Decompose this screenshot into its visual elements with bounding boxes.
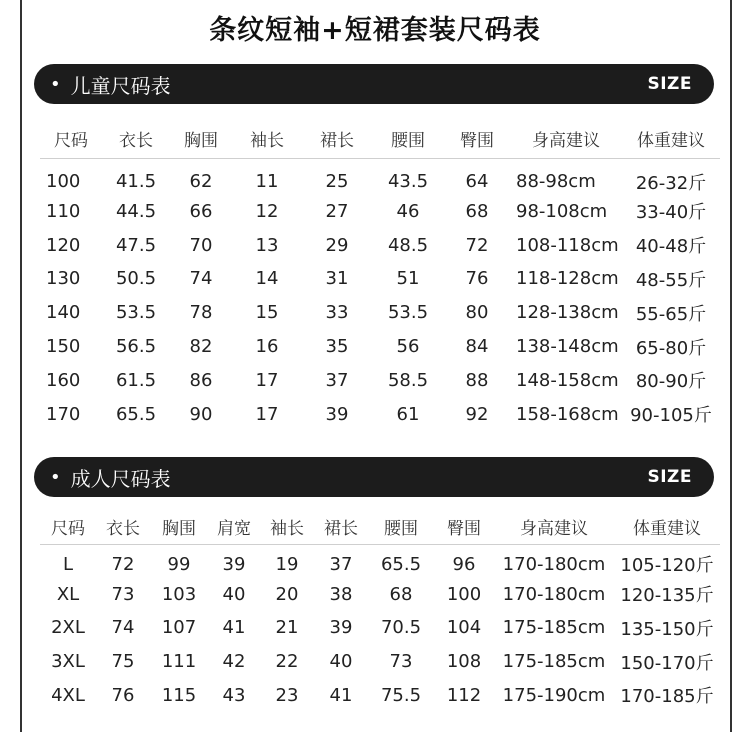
- kids-section-header: [34, 64, 714, 104]
- page-title: 条纹短袖+短裙套装尺码表: [209, 15, 541, 46]
- table-cell: 170: [46, 403, 81, 425]
- table-cell: 112: [446, 684, 482, 706]
- column-header: 身高建议: [510, 120, 622, 158]
- kids-section-label: 儿童尺码表: [70, 73, 171, 98]
- table-row: [40, 363, 720, 397]
- table-row: [40, 195, 720, 229]
- table-cell: 100: [46, 171, 81, 192]
- table-cell: 68: [389, 583, 413, 605]
- column-header: 衣长: [96, 510, 150, 544]
- column-header: 胸围: [150, 510, 208, 544]
- table-cell: 70: [189, 234, 213, 256]
- table-cell: 110: [46, 200, 81, 222]
- table-cell: 56.5: [115, 336, 157, 358]
- table-cell: 72: [465, 234, 489, 256]
- table-cell: 65-80斤: [635, 337, 707, 359]
- table-cell: 26-32斤: [635, 172, 707, 194]
- table-cell: 15: [255, 302, 279, 324]
- column-header: 裙长: [302, 120, 372, 158]
- table-row: [40, 262, 720, 296]
- table-cell: 64: [465, 171, 489, 192]
- table-cell: 61: [396, 403, 420, 425]
- table-cell: 140: [46, 302, 81, 324]
- table-cell: 73: [111, 583, 135, 605]
- bullet-icon: •: [50, 466, 61, 488]
- table-cell: 17: [255, 403, 279, 425]
- table-cell: 82: [189, 336, 213, 358]
- table-cell: 41: [222, 617, 246, 639]
- table-row: [40, 544, 720, 578]
- table-cell: 39: [325, 403, 349, 425]
- table-cell: 65.5: [115, 403, 157, 425]
- table-cell: 80-90斤: [635, 371, 707, 393]
- column-header: 袖长: [232, 120, 302, 158]
- table-cell: 90: [189, 403, 213, 425]
- column-header: 尺码: [40, 120, 102, 158]
- table-cell: 74: [189, 268, 213, 290]
- table-cell: 40-48斤: [635, 236, 707, 258]
- size-tag: SIZE: [647, 467, 692, 487]
- table-cell: 42: [222, 651, 246, 673]
- table-cell: 104: [446, 617, 482, 639]
- table-cell: 2XL: [51, 617, 85, 639]
- table-row: [40, 330, 720, 364]
- column-header: 腰围: [368, 510, 434, 544]
- table-cell: 68: [465, 200, 489, 222]
- table-cell: 170-180cm: [502, 583, 606, 605]
- table-cell: 20: [275, 583, 299, 605]
- table-cell: 39: [329, 617, 353, 639]
- table-cell: 25: [325, 171, 349, 192]
- table-cell: 135-150斤: [620, 618, 714, 640]
- table-cell: 41: [329, 684, 353, 706]
- column-header: 体重建议: [622, 120, 720, 158]
- table-cell: 62: [189, 171, 213, 192]
- table-row: [40, 296, 720, 330]
- table-cell: 65.5: [380, 553, 422, 575]
- table-cell: 31: [325, 268, 349, 290]
- table-cell: 88-98cm: [516, 171, 596, 192]
- table-cell: L: [62, 553, 74, 575]
- table-cell: 70.5: [380, 617, 422, 639]
- table-row: [40, 645, 720, 679]
- table-cell: 175-185cm: [502, 651, 606, 673]
- table-cell: 66: [189, 200, 213, 222]
- table-cell: 13: [255, 234, 279, 256]
- size-tag: SIZE: [647, 74, 692, 94]
- adult-section-header: [34, 457, 714, 497]
- table-cell: 92: [465, 403, 489, 425]
- table-cell: 38: [329, 583, 353, 605]
- table-cell: 86: [189, 369, 213, 391]
- table-cell: 160: [46, 369, 81, 391]
- table-cell: 23: [275, 684, 299, 706]
- table-cell: 72: [111, 553, 135, 575]
- table-cell: 98-108cm: [516, 200, 608, 222]
- table-cell: 21: [275, 617, 299, 639]
- table-cell: 33: [325, 302, 349, 324]
- table-cell: 107: [161, 617, 197, 639]
- table-cell: 39: [222, 553, 246, 575]
- column-header: 胸围: [170, 120, 232, 158]
- table-cell: 43.5: [387, 171, 429, 192]
- column-header: 裙长: [314, 510, 368, 544]
- table-cell: 108-118cm: [516, 234, 619, 256]
- table-cell: 175-190cm: [502, 684, 606, 706]
- table-cell: 43: [222, 684, 246, 706]
- table-cell: 53.5: [115, 302, 157, 324]
- adult-size-table: [40, 510, 720, 712]
- table-cell: 47.5: [115, 234, 157, 256]
- table-cell: 22: [275, 651, 299, 673]
- table-cell: 130: [46, 268, 81, 290]
- table-cell: 55-65斤: [635, 303, 707, 325]
- table-cell: 158-168cm: [516, 403, 619, 425]
- table-cell: 37: [325, 369, 349, 391]
- table-cell: 90-105斤: [630, 405, 712, 427]
- table-row: [40, 228, 720, 262]
- table-cell: 73: [389, 651, 413, 673]
- table-cell: 16: [255, 336, 279, 358]
- table-cell: 74: [111, 617, 135, 639]
- table-cell: 51: [396, 268, 420, 290]
- column-header: 尺码: [40, 510, 96, 544]
- table-cell: 37: [329, 553, 353, 575]
- table-cell: 100: [446, 583, 482, 605]
- table-cell: 170-180cm: [502, 553, 606, 575]
- table-cell: 118-128cm: [516, 268, 619, 290]
- table-cell: 58.5: [387, 369, 429, 391]
- table-cell: 96: [452, 553, 476, 575]
- column-header: 肩宽: [208, 510, 260, 544]
- table-cell: 115: [161, 684, 197, 706]
- table-cell: 78: [189, 302, 213, 324]
- table-cell: XL: [56, 583, 80, 605]
- table-cell: 17: [255, 369, 279, 391]
- table-cell: 27: [325, 200, 349, 222]
- table-cell: 150: [46, 336, 81, 358]
- table-cell: 48-55斤: [635, 269, 707, 291]
- table-cell: 19: [275, 553, 299, 575]
- table-cell: 75: [111, 651, 135, 673]
- bullet-icon: •: [50, 73, 61, 95]
- table-cell: 12: [255, 200, 279, 222]
- column-header: 臀围: [444, 120, 510, 158]
- table-row: [40, 678, 720, 712]
- table-cell: 84: [465, 336, 489, 358]
- table-cell: 41.5: [115, 171, 157, 192]
- table-row: [40, 158, 720, 195]
- table-cell: 105-120斤: [620, 555, 714, 577]
- table-cell: 56: [396, 336, 420, 358]
- table-header-row: [40, 510, 720, 544]
- table-cell: 148-158cm: [516, 369, 619, 391]
- table-cell: 11: [255, 171, 279, 192]
- table-cell: 61.5: [115, 369, 157, 391]
- table-cell: 111: [161, 651, 197, 673]
- column-header: 身高建议: [494, 510, 614, 544]
- adult-section-label: 成人尺码表: [70, 466, 171, 491]
- table-cell: 76: [111, 684, 135, 706]
- column-header: 臀围: [434, 510, 494, 544]
- table-cell: 29: [325, 234, 349, 256]
- column-header: 体重建议: [614, 510, 720, 544]
- table-cell: 175-185cm: [502, 617, 606, 639]
- table-cell: 3XL: [51, 651, 85, 673]
- table-cell: 53.5: [387, 302, 429, 324]
- table-cell: 128-138cm: [516, 302, 619, 324]
- table-cell: 150-170斤: [620, 652, 714, 674]
- table-cell: 88: [465, 369, 489, 391]
- table-cell: 170-185斤: [620, 686, 714, 708]
- table-header-row: [40, 120, 720, 158]
- table-cell: 14: [255, 268, 279, 290]
- table-cell: 120: [46, 234, 81, 256]
- table-cell: 46: [396, 200, 420, 222]
- table-cell: 103: [161, 583, 197, 605]
- table-cell: 48.5: [387, 234, 429, 256]
- table-cell: 99: [167, 553, 191, 575]
- table-cell: 40: [222, 583, 246, 605]
- table-cell: 40: [329, 651, 353, 673]
- table-row: [40, 611, 720, 645]
- column-header: 腰围: [372, 120, 444, 158]
- table-cell: 108: [446, 651, 482, 673]
- table-cell: 33-40斤: [635, 202, 707, 224]
- table-cell: 44.5: [115, 200, 157, 222]
- table-cell: 35: [325, 336, 349, 358]
- table-cell: 80: [465, 302, 489, 324]
- table-row: [40, 578, 720, 612]
- column-header: 袖长: [260, 510, 314, 544]
- table-cell: 120-135斤: [620, 585, 714, 607]
- column-header: 衣长: [102, 120, 170, 158]
- table-row: [40, 397, 720, 431]
- table-cell: 75.5: [380, 684, 422, 706]
- table-cell: 138-148cm: [516, 336, 619, 358]
- kids-size-table: [40, 120, 720, 431]
- table-cell: 4XL: [51, 684, 85, 706]
- table-cell: 50.5: [115, 268, 157, 290]
- table-cell: 76: [465, 268, 489, 290]
